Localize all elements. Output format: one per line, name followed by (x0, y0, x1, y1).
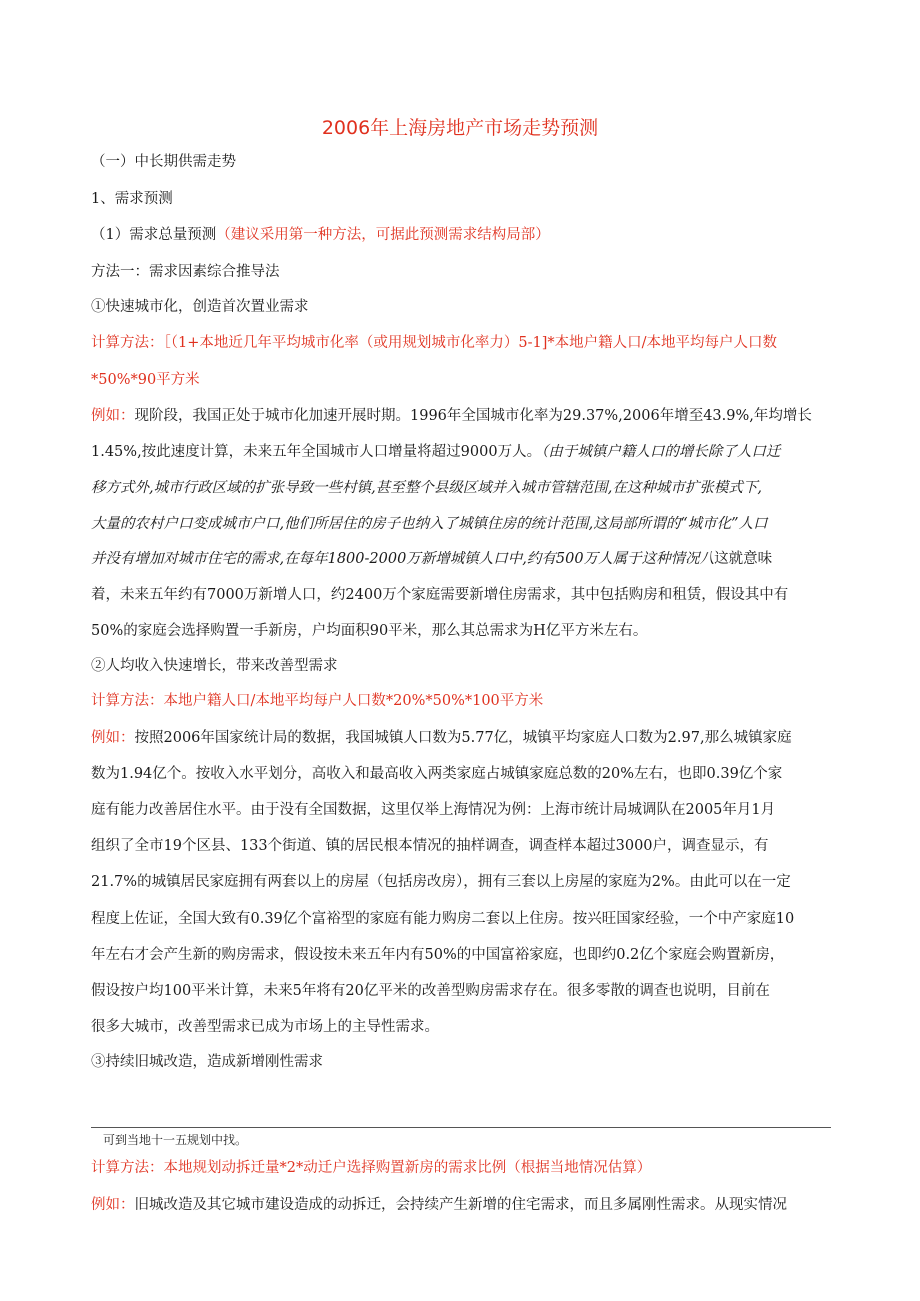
example-2-line-3: 庭有能力改善居住水平。由于没有全国数据，这里仅举上海情况为例：上海市统计局城调队在2005年月1月 (91, 802, 776, 818)
example-2-line-4: 组织了全市19个区县、133个街道、镇的居民根本情况的抽样调查，调查样本超过3000户，调查显示，有 (91, 838, 769, 854)
example-1-text: 这就意味 (714, 551, 773, 567)
example-1-italic-note: 并没有增加对城市住宅的需求,在每年1800-2000万新增城镇人口中,约有500万人属于这种情况八 (91, 551, 715, 567)
example-1-line-3: 移方式外,城市行政区域的扩张导致一些村镇,甚至整个县级区域并入城市管辖范围,在这种城市扩张模式下, (91, 480, 762, 496)
example-1-line-6: 着，未来五年约有7000万新增人口，约2400万个家庭需要新增住房需求，其中包括购房和租赁，假设其中有 (91, 587, 789, 603)
example-label: 例如： (91, 1197, 135, 1213)
example-2-line-2: 数为1.94亿个。按收入水平划分，高收入和最高收入两类家庭占城镇家庭总数的20%左右，也即0.39亿个家 (91, 766, 783, 782)
example-1-line-2 (91, 442, 831, 462)
example-1-line-5 (91, 549, 831, 569)
example-label: 例如： (91, 730, 135, 746)
section-heading: （一）中长期供需走势 (91, 154, 236, 170)
example-2-line-8: 假设按户均100平米计算，未来5年将有20亿平米的改善型购房需求存在。很多零散的调查也说明，目前在 (91, 983, 770, 999)
example-1-text: 1.45%,按此速度计算，未来五年全国城市人口增量将超过9000万人。 (91, 444, 542, 460)
example-3-text: 旧城改造及其它城市建设造成的动拆迁，会持续产生新增的住宅需求，而且多属刚性需求。从现实情况 (134, 1197, 787, 1213)
example-label: 例如： (91, 408, 135, 424)
example-1-line-4: 大量的农村户口变成城市户口,他们所居住的房子也纳入了城镇住房的统计范围,这局部所谓的“城市化”人口 (91, 516, 768, 532)
calc-method-2: 计算方法：本地户籍人口/本地平均每户人口数*20%*50%*100平方米 (91, 693, 544, 709)
method-one-heading: 方法一：需求因素综合推导法 (91, 264, 280, 280)
example-1-line-1 (91, 406, 831, 426)
example-1-line-7: 50%的家庭会选择购置一手新房，户均面积90平米，那么其总需求为H亿平方米左右。 (91, 623, 648, 639)
calc-method-1-line-1: 计算方法：［（1+本地近几年平均城市化率（或用规划城市化率力）5-1]*本地户籍人口/本地平均每户人口数 (91, 335, 778, 351)
example-3-line-1 (91, 1195, 831, 1215)
item-old-city-renovation: ③持续旧城改造，造成新增刚性需求 (91, 1054, 323, 1070)
demand-total-heading (91, 225, 831, 245)
example-1-italic-note: （由于城镇户籍人口的增长除了人口迁 (541, 444, 781, 460)
calc-method-1-line-2: *50%*90平方米 (91, 372, 200, 388)
demand-total-label: （1）需求总量预测 (91, 227, 217, 243)
example-2-line-7: 年左右才会产生新的购房需求，假设按未来五年内有50%的中国富裕家庭，也即约0.2亿个家庭会购置新房， (91, 947, 785, 963)
demand-total-note: （建议采用第一种方法，可据此预测需求结构局部） (216, 227, 550, 243)
footnote: 可到当地十一五规划中找。 (103, 1133, 248, 1147)
footnote-divider (91, 1127, 831, 1128)
item-income-growth: ②人均收入快速增长，带来改善型需求 (91, 658, 338, 674)
subsection-heading: 1、需求预测 (91, 191, 173, 207)
document-title: 2006年上海房地产市场走势预测 (321, 117, 599, 139)
example-2-line-9: 很多大城市，改善型需求已成为市场上的主导性需求。 (91, 1019, 439, 1035)
calc-method-3: 计算方法：本地规划动拆迁量*2*动迁户选择购置新房的需求比例（根据当地情况估算） (91, 1160, 652, 1176)
example-1-text: 现阶段，我国正处于城市化加速开展时期。1996年全国城市化率为29.37%,2006年增至43.9%,年均增长 (134, 408, 812, 424)
example-2-line-1 (91, 728, 831, 748)
example-2-line-5: 21.7%的城镇居民家庭拥有两套以上的房屋（包括房改房），拥有三套以上房屋的家庭为2%。由此可以在一定 (91, 874, 791, 890)
example-2-line-6: 程度上佐证，全国大致有0.39亿个富裕型的家庭有能力购房二套以上住房。按兴旺国家经验，一个中产家庭10 (91, 911, 795, 927)
example-2-text: 按照2006年国家统计局的数据，我国城镇人口数为5.77亿，城镇平均家庭人口数为2.97,那么城镇家庭 (134, 730, 792, 746)
item-urbanization: ①快速城市化，创造首次置业需求 (91, 299, 309, 315)
